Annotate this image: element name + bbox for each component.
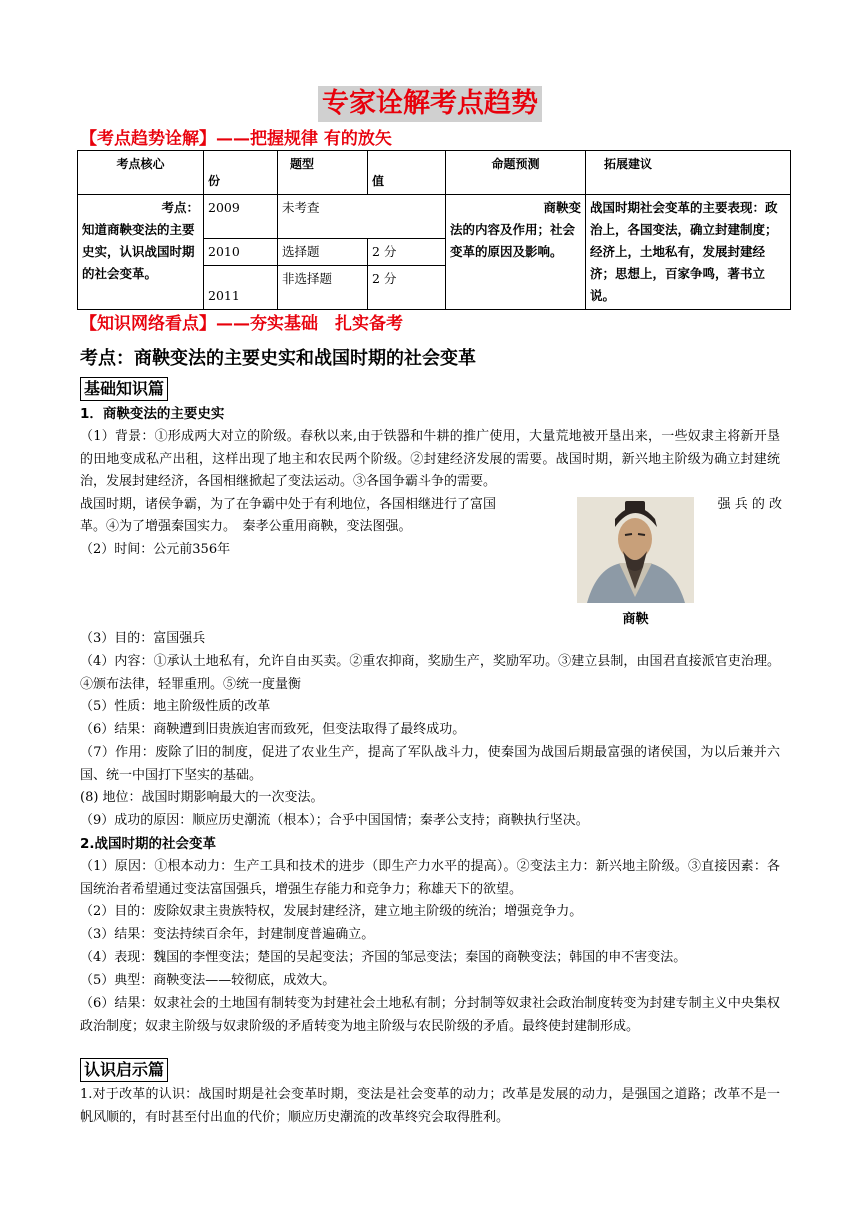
year-cell: 2010	[204, 239, 278, 266]
section-heading-network: 【知识网络看点】——夯实基础 扎实备考	[80, 314, 403, 334]
background-paragraph-cont: 战国时期，诸侯争霸，为了在争霸中处于有利地位，各国相继进行了富国	[80, 497, 497, 512]
page-title: 专家诠解考点趋势	[0, 86, 860, 126]
score-cell: 2 分	[368, 266, 446, 310]
type-cell: 非选择题	[278, 266, 368, 310]
predict-cell: 商鞅变 法的内容及作用；社会变革的原因及影响。	[446, 195, 586, 310]
portrait-illustration	[577, 497, 694, 603]
content-paragraph: （4）内容：①承认土地私有，允许自由买卖。②重农抑商，奖励生产，奖励军功。③建立县制，由国君直接派官吏治理。④颁布法律，轻罪重刑。⑤统一度量衡	[80, 654, 780, 692]
insight-label: 认识启示篇	[80, 1058, 168, 1082]
background-paragraph-end: 革。④为了增强秦国实力。 秦孝公重用商鞅，变法图强。	[80, 519, 412, 534]
time-paragraph: （2）时间：公元前356年	[80, 542, 231, 557]
result2-paragraph: （3）结果：变法持续百余年，封建制度普遍确立。	[80, 927, 375, 942]
header-type: 题型	[278, 151, 368, 195]
type-cell: 选择题	[278, 239, 368, 266]
score-cell: 2 分	[368, 239, 446, 266]
header-core: 考点核心	[78, 151, 204, 195]
shang-yang-portrait	[577, 497, 694, 603]
manifestation-paragraph: （4）表现：魏国的李悝变法；楚国的吴起变法；齐国的邹忌变法；秦国的商鞅变法；韩国的申不害变法。	[80, 950, 687, 965]
goal-paragraph: （3）目的：富国强兵	[80, 631, 206, 646]
effect-paragraph: （7）作用：废除了旧的制度，促进了农业生产，提高了军队战斗力，使秦国为战国后期最富强的诸侯国，为以后兼并六国、统一中国打下坚实的基础。	[80, 745, 780, 783]
exam-trend-table	[77, 150, 791, 310]
advice-cell: 战国时期社会变革的主要表现：政治上，各国变法，确立封建制度；经济上，土地私有，发展封建经济；思想上，百家争鸣，著书立说。	[586, 195, 791, 310]
header-advice: 拓展建议	[586, 151, 791, 195]
background-paragraph-tail: 强 兵 的 改	[717, 497, 782, 512]
year-cell: 2009	[204, 195, 278, 239]
success-reason-paragraph: （9）成功的原因：顺应历史潮流（根本）；合乎中国国情；秦孝公支持；商鞅执行坚决。	[80, 813, 589, 828]
background-paragraph: （1）背景：①形成两大对立的阶级。春秋以来,由于铁器和牛耕的推广使用，大量荒地被开垦出来，一些奴隶主将新开垦的田地变成私产出租，这样出现了地主和农民两个阶级。②封建经济发展的需要。战国时期，新兴地主阶级为确立封建统治，发展封建经济，各国相继掀起了变法运动。③各国争霸斗争的需要。	[80, 429, 780, 489]
part1-title: 1．商鞅变法的主要史实	[80, 406, 225, 422]
section-heading-trend: 【考点趋势诠解】——把握规律 有的放矢	[80, 129, 392, 149]
part2-title: 2.战国时期的社会变革	[80, 836, 217, 852]
core-cell: 考点： 知道商鞅变法的主要史实，认识战国时期的社会变革。	[78, 195, 204, 310]
outcome-paragraph: （6）结果：奴隶社会的土地国有制转变为封建社会土地私有制；分封制等奴隶社会政治制度转变为封建专制主义中央集权政治制度；奴隶主阶级与奴隶阶级的矛盾转变为地主阶级与农民阶级的矛盾。最终使封建制形成。	[80, 996, 780, 1034]
table-row	[78, 195, 791, 239]
header-predict: 命题预测	[446, 151, 586, 195]
topic-heading: 考点：商鞅变法的主要史实和战国时期的社会变革	[80, 348, 476, 369]
year-cell: 2011	[204, 266, 278, 310]
cause-paragraph: （1）原因：①根本动力：生产工具和技术的进步（即生产力水平的提高）。②变法主力：新兴地主阶级。③直接因素：各国统治者希望通过变法富国强兵，增强生存能力和竞争力；称雄天下的欲望。	[80, 859, 780, 897]
header-year: 份	[204, 151, 278, 195]
status-paragraph: (8) 地位：战国时期影响最大的一次变法。	[80, 790, 324, 805]
typical-paragraph: （5）典型：商鞅变法——较彻底，成效大。	[80, 973, 336, 988]
result-paragraph: （6）结果：商鞅遭到旧贵族迫害而致死，但变法取得了最终成功。	[80, 722, 466, 737]
type-cell: 未考查	[278, 195, 446, 239]
portrait-caption: 商鞅	[622, 612, 649, 627]
purpose-paragraph: （2）目的：废除奴隶主贵族特权，发展封建经济，建立地主阶级的统治；增强竞争力。	[80, 904, 583, 919]
nature-paragraph: （5）性质：地主阶级性质的改革	[80, 699, 271, 714]
header-score: 值	[368, 151, 446, 195]
basic-knowledge-label: 基础知识篇	[80, 377, 168, 401]
insight-paragraph: 1.对于改革的认识：战国时期是社会变革时期，变法是社会变革的动力；改革是发展的动力，是强国之道路；改革不是一帆风顺的，有时甚至付出血的代价；顺应历史潮流的改革终究会取得胜利。	[80, 1087, 780, 1125]
table-header-row	[78, 151, 791, 195]
